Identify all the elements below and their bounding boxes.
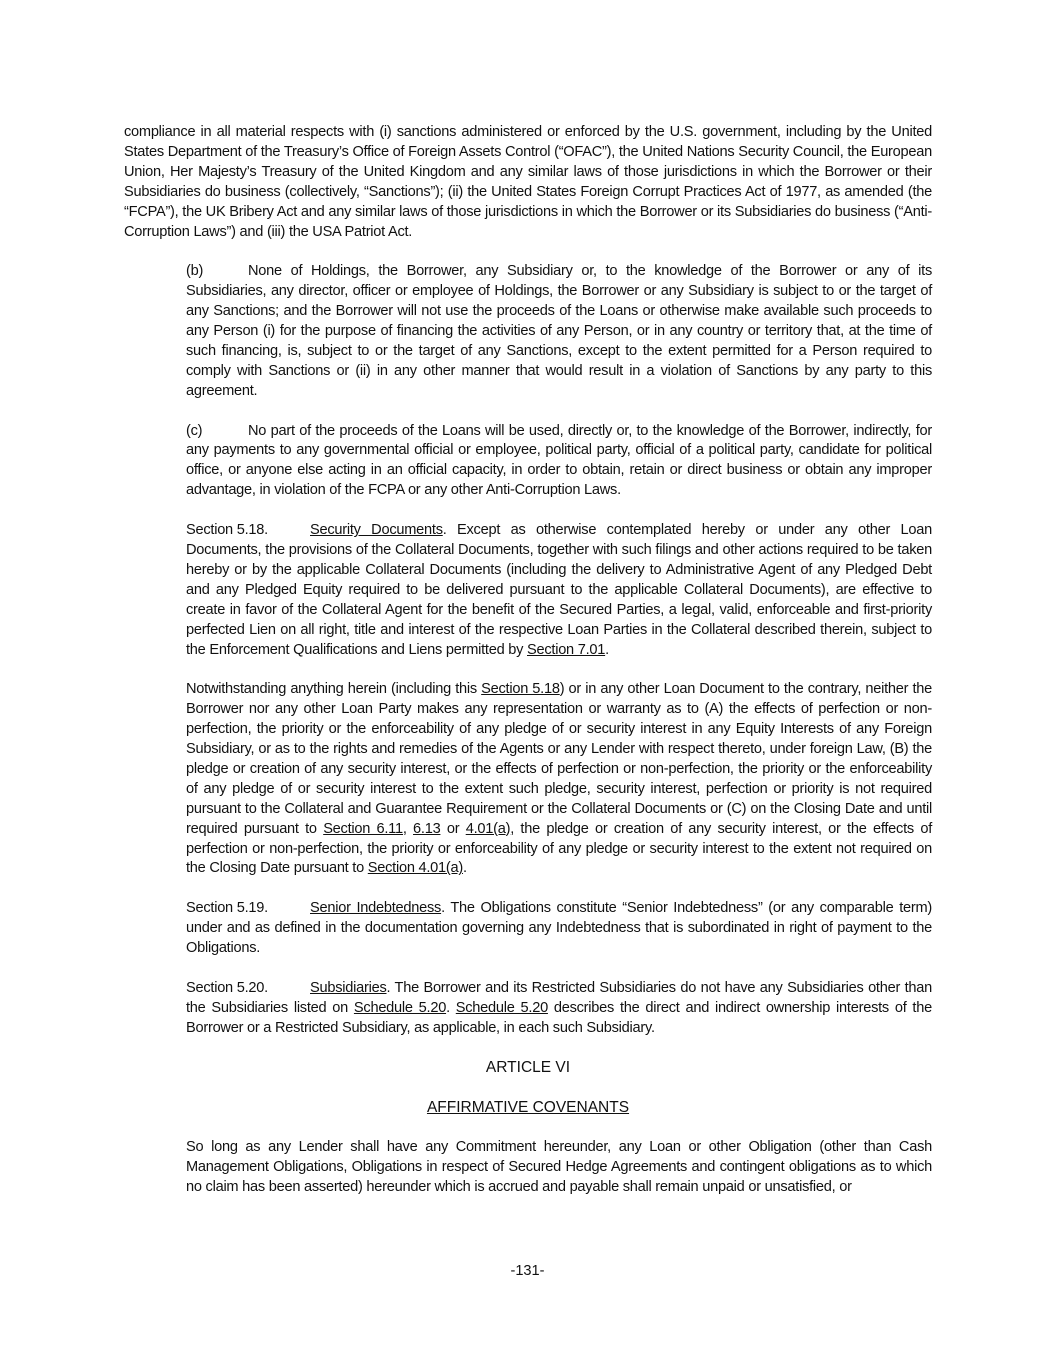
paragraph-text: Notwithstanding anything herein (including this: [186, 681, 482, 698]
article-title-text: AFFIRMATIVE COVENANTS: [426, 1099, 630, 1117]
section-title: Senior Indebtedness: [310, 900, 442, 917]
cross-reference: Section 5.18: [481, 681, 560, 698]
section-title: Security Documents: [310, 522, 443, 539]
paragraph-notwithstanding: [124, 680, 932, 879]
section-text: . The Obligations constitute “Senior Indebtedness” (or any comparable term) under and as defined in the documentation governing any Indebtedness that is subordinated in right of payment to the Obligations.: [186, 900, 932, 957]
section-text: . Except as otherwise contemplated hereby or under any other Loan Documents, the provisions of the Collateral Documents, together with such filings and other actions required to be taken hereby or by the applicable Collateral Documents (including the delivery to Administrative Agent of any Pledged Debt and any Pledged Equity required to be delivered pursuant to the applicable Collateral Documents), are effective to create in favor of the Collateral Agent for the benefit of the Secured Parties, a legal, valid, enforceable and first-priority perfected Lien on all right, title and interest of the respective Loan Parties in the Collateral described therein, subject to the Enforcement Qualifications and Liens permitted by: [186, 522, 932, 658]
cross-reference: Schedule 5.20: [353, 999, 447, 1016]
section-5-20: [124, 979, 932, 1039]
section-5-18: [124, 521, 932, 660]
cross-reference: Section 7.01: [527, 641, 606, 658]
section-text: .: [605, 641, 609, 658]
paragraph-covenants-intro: [124, 1138, 932, 1198]
section-title: Subsidiaries: [310, 979, 387, 996]
article-title: [124, 1098, 932, 1118]
paragraph-text: No part of the proceeds of the Loans will be used, directly or, to the knowledge of the Borrower, indirectly, for any payments to any governmental official or employee, political party, official of a political party, candidate for political office, or anyone else acting in an official capacity, in order to obtain, retain or direct business or obtain any improper advantage, in violation of the FCPA or any other Anti-Corruption Laws.: [186, 422, 932, 499]
paragraph-c: [124, 422, 932, 502]
section-number: Section 5.20.: [186, 979, 268, 996]
paragraph-b: [124, 262, 932, 401]
article-number: ARTICLE VI: [485, 1059, 571, 1077]
paragraph-text: , the pledge or creation of any security interest, or the effects of perfection or non-perfection, the priority or enforceability of any pledge or security interest to the extent not required on the Closing Date pursuant to: [186, 820, 932, 877]
paragraph-text: or: [440, 820, 466, 837]
cross-reference: 4.01(a): [465, 820, 511, 837]
cross-reference: 6.13: [413, 820, 441, 837]
paragraph-label: (b): [186, 263, 204, 280]
section-text: . The Borrower and its Restricted Subsidiaries do not have any Subsidiaries other than the Subsidiaries listed on: [186, 979, 932, 1016]
paragraph-text: So long as any Lender shall have any Commitment hereunder, any Loan or other Obligation (other than Cash Management Obligations, Obligations in respect of Secured Hedge Agreements and contingent obligations as to which no claim has been asserted) hereunder which is accrued and payable shall remain unpaid or unsatisfied, or: [186, 1139, 932, 1195]
paragraph-text: None of Holdings, the Borrower, any Subsidiary or, to the knowledge of the Borrower or any of its Subsidiaries, any director, officer or employee of Holdings, the Borrower or any Subsidiary is subject to or the target of any Sanctions; and the Borrower will not use the proceeds of the Loans or otherwise make available such proceeds to any Person (i) for the purpose of financing the activities of any Person, or in any country or territory that, at the time of such financing, is, subject to or the target of any Sanctions, except to the extent permitted for a Person required to comply with Sanctions or (ii) in any other manner that would result in a violation of Sanctions by any party to this agreement.: [186, 263, 932, 399]
page-number: -131-: [510, 1263, 545, 1279]
section-text: .: [446, 999, 456, 1016]
paragraph-label: (c): [186, 422, 203, 439]
document-body: [124, 123, 932, 1218]
section-number: Section 5.19.: [186, 900, 268, 917]
cross-reference: Section 4.01(a): [367, 860, 464, 877]
paragraph-text: .: [463, 860, 467, 877]
section-text: describes the direct and indirect ownership interests of the Borrower or a Restricted Subsidiary, as applicable, in each such Subsidiary.: [186, 999, 932, 1036]
cross-reference: Schedule 5.20: [455, 999, 548, 1016]
paragraph-text: compliance in all material respects with (i) sanctions administered or enforced by the U.S. government, including by the United States Department of the Treasury’s Office of Foreign Assets Control (“OFAC”), the United Nations Security Council, the European Union, Her Majesty’s Treasury of the United Kingdom and any similar laws of those jurisdictions in which the Borrower or their Subsidiaries do business (collectively, “Sanctions”); (ii) the United States Foreign Corrupt Practices Act of 1977, as amended (the “FCPA”), the UK Bribery Act and any similar laws of those jurisdictions in which the Borrower or its Subsidiaries do business (“Anti-Corruption Laws”) and (iii) the USA Patriot Act.: [124, 124, 932, 240]
cross-reference: Section 6.11,: [323, 820, 407, 837]
paragraph-text: ) or in any other Loan Document to the contrary, neither the Borrower nor any other Loan Party makes any representation or warranty as to (A) the effects of perfection or non-perfection, the priority or the enforceability of any pledge of or security interest in any Equity Interests of any Foreign Subsidiary, or as to the rights and remedies of the Agents or any Lender with respect thereto, under foreign Law, (B) the pledge or creation of any security interest, or the effects of perfection or non-perfection, the priority or the enforceability of any pledge of or security interest to the extent such pledge, security interest, perfection or priority is not required pursuant to the Collateral and Guarantee Requirement or the Collateral Documents or (C) on the Closing Date and until required pursuant to: [186, 681, 933, 837]
section-5-19: [124, 899, 932, 959]
paragraph-sanctions-compliance: [124, 123, 932, 242]
section-number: Section 5.18.: [186, 522, 268, 539]
